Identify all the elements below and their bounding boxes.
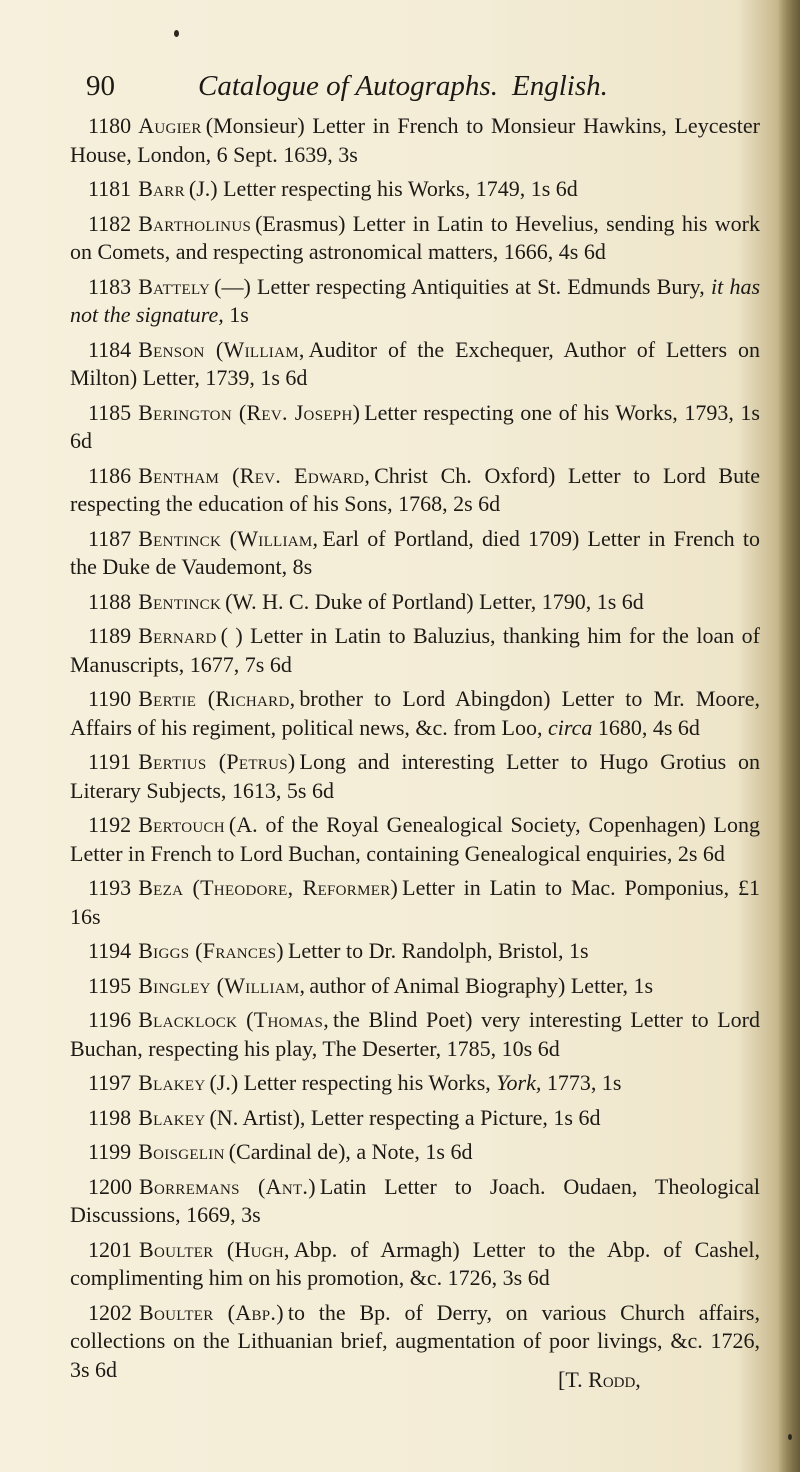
entry-number: 1196: [88, 1007, 132, 1032]
entry-name: Berington (Rev. Joseph): [138, 399, 361, 425]
entry-number: 1181: [88, 176, 132, 201]
entry-description-text: (J.) Letter respecting his Works, 1749, 1s 6d: [188, 176, 578, 201]
entry-name: Blacklock (Thomas,: [138, 1007, 329, 1032]
entry-description-text: (Erasmus) Letter in Latin to Hevelius, sending his work on Comets, and respecting astronomical matters, 1666, 4s 6d: [70, 210, 760, 264]
entry-description-text: to the Bp. of Derry, on various Church affairs, collections on the Lithuanian brief, augmentation of poor livings, &c. 1726, 3s 6d: [70, 1299, 760, 1382]
entry-description-text: the Blind Poet) very interesting Letter to Lord Buchan, respecting his play, The Deserter, 1785, 10s 6d: [70, 1007, 760, 1061]
entry-description-text: Latin Letter to Joach. Oudaen, Theological Discussions, 1669, 3s: [70, 1173, 760, 1227]
catchword-prefix: [T.: [558, 1367, 583, 1392]
catalogue-entry: [70, 462, 760, 519]
catalogue-entry: [70, 175, 760, 204]
entry-description-text: Letter to Dr. Randolph, Bristol, 1s: [287, 938, 589, 963]
entry-description-italic: York,: [496, 1070, 542, 1095]
entry-description-text: (N. Artist), Letter respecting a Picture, 1s 6d: [209, 1104, 601, 1130]
entry-description: [225, 589, 644, 614]
catalogue-entry: [70, 525, 760, 582]
entry-description-text: (J.) Letter respecting his Works,: [209, 1070, 491, 1095]
catalogue-entry: [70, 811, 760, 868]
entry-name: Bentham (Rev. Edward,: [138, 462, 371, 488]
entry-description-tail: 1773, 1s: [546, 1070, 622, 1095]
entry-description-text: (Monsieur) Letter in French to Monsieur Hawkins, Leycester House, London, 6 Sept. 1639, 3s: [70, 113, 760, 167]
entry-name: Blakey: [138, 1104, 206, 1130]
entry-number: 1186: [88, 462, 132, 488]
catalogue-entry: [70, 1236, 760, 1293]
catalogue-entry: [70, 273, 760, 330]
entry-number: 1191: [88, 749, 132, 774]
catalogue-entry: [70, 1069, 760, 1098]
entry-description-text: (A. of the Royal Genealogical Society, Copenhagen) Long Letter in French to Lord Buchan, containing Genealogical enquiries, 2s 6d: [70, 812, 760, 866]
entry-description-text: Christ Ch. Oxford) Letter to Lord Bute respecting the education of his Sons, 1768, 2s 6d: [70, 462, 760, 516]
page-number: 90: [86, 70, 115, 102]
entry-description-tail: 1s: [229, 302, 249, 327]
entry-description-text: Abp. of Armagh) Letter to the Abp. of Cashel, complimenting him on his promotion, &c. 1726, 3s 6d: [70, 1236, 760, 1290]
entry-number: 1185: [88, 399, 132, 425]
entry-number: 1202: [88, 1299, 132, 1325]
entry-description-text: Auditor of the Exchequer, Author of Letters on Milton) Letter, 1739, 1s 6d: [70, 336, 760, 390]
catalogue-entry: [70, 1173, 760, 1230]
catalogue-entry: [70, 622, 760, 679]
entry-description-text: Earl of Portland, died 1709) Letter in French to the Duke de Vaudemont, 8s: [70, 525, 760, 579]
entry-description-text: Long and interesting Letter to Hugo Grotius on Literary Subjects, 1613, 5s 6d: [70, 749, 760, 803]
entry-number: 1200: [88, 1173, 132, 1199]
entry-description-italic: circa: [547, 714, 593, 740]
entry-description: [189, 176, 578, 201]
catalogue-entry: [70, 1299, 760, 1385]
catalogue-entry: [70, 399, 760, 456]
entry-name: Boisgelin: [138, 1139, 225, 1164]
entry-number: 1192: [88, 812, 132, 837]
entry-name: Bertie (Richard,: [138, 686, 296, 711]
entry-number: 1187: [88, 525, 132, 551]
entry-description-text: brother to Lord Abingdon) Letter to Mr. Moore, Affairs of his regiment, political news, &c. from Loo,: [70, 686, 760, 740]
entry-number: 1190: [88, 686, 132, 711]
entry-name: Borremans (Ant.): [139, 1173, 316, 1199]
entry-name: Boulter (Hugh,: [139, 1236, 290, 1262]
entry-number: 1182: [88, 210, 132, 236]
catchword: [558, 1366, 641, 1394]
entry-number: 1198: [88, 1104, 132, 1130]
entry-description: [209, 1105, 600, 1130]
entry-description-tail: 1680, 4s 6d: [597, 714, 700, 740]
entry-name: Bingley (William,: [138, 972, 306, 998]
entry-name: Boulter (Abp.): [139, 1299, 284, 1325]
page-title: Catalogue of Autographs.: [198, 70, 498, 102]
catalogue-entry: [70, 588, 760, 617]
entry-description: [229, 1139, 473, 1164]
entry-description: [309, 973, 653, 998]
entry-name: Bertius (Petrus): [138, 749, 296, 774]
page-edge-shadow: [778, 0, 800, 1472]
catalogue-entry: [70, 1006, 760, 1063]
entry-description-text: Letter respecting one of his Works, 1793, 1s 6d: [70, 399, 760, 453]
entry-name: Biggs (Frances): [138, 938, 284, 963]
entry-description-text: ( ) Letter in Latin to Baluzius, thanking him for the loan of Manuscripts, 1677, 7s 6d: [70, 623, 760, 677]
catalogue-entry: [70, 210, 760, 267]
entry-description: [288, 938, 589, 963]
catalogue-entry: [70, 685, 760, 742]
entry-number: 1193: [88, 875, 132, 900]
entry-description: [209, 1070, 621, 1095]
entry-name: Bentinck (William,: [138, 525, 319, 551]
page-section: English.: [512, 70, 608, 102]
entry-name: Barr: [138, 176, 185, 201]
entry-number: 1194: [88, 938, 132, 963]
catalogue-entry: [70, 748, 760, 805]
entry-number: 1197: [88, 1070, 132, 1095]
entry-description-italic: it has not the signature,: [70, 273, 761, 327]
catalogue-entry: [70, 972, 760, 1001]
entry-name: Battely: [138, 273, 211, 299]
entry-name: Bertouch: [138, 812, 225, 837]
entry-description-text: (Cardinal de), a Note, 1s 6d: [228, 1139, 473, 1164]
catalogue-entry: [70, 1138, 760, 1167]
entry-number: 1180: [88, 113, 132, 138]
entry-number: 1189: [88, 623, 132, 648]
entry-name: Bernard: [138, 623, 217, 648]
catalogue-entry: [70, 112, 760, 169]
entry-name: Beza (Theodore, Reformer): [138, 875, 399, 900]
entry-number: 1199: [88, 1139, 132, 1164]
entry-name: Blakey: [138, 1070, 206, 1095]
catalogue-entry: [70, 937, 760, 966]
entry-description-text: (—) Letter respecting Antiquities at St. Edmunds Bury,: [214, 273, 705, 299]
entry-description-text: (W. H. C. Duke of Portland) Letter, 1790, 1s 6d: [225, 588, 644, 614]
entry-number: 1195: [88, 972, 132, 998]
entry-description-text: author of Animal Biography) Letter, 1s: [309, 972, 654, 998]
running-header: [86, 66, 766, 106]
entry-number: 1184: [88, 336, 132, 362]
ink-speck: [174, 30, 179, 37]
catalogue-entry: [70, 874, 760, 931]
entry-name: Augier: [138, 113, 202, 138]
catchword-name: Rodd,: [588, 1367, 641, 1392]
entry-list: [70, 112, 760, 1390]
entry-number: 1183: [88, 273, 132, 299]
catalogue-entry: [70, 336, 760, 393]
catalogue-entry: [70, 1104, 760, 1133]
ink-speck: [788, 1434, 792, 1440]
entry-name: Bentinck: [138, 588, 222, 614]
entry-number: 1201: [88, 1236, 132, 1262]
entry-name: Benson (William,: [138, 336, 305, 362]
entry-description-text: Letter in Latin to Mac. Pomponius, £1 16s: [70, 875, 760, 929]
entry-number: 1188: [88, 588, 132, 614]
entry-name: Bartholinus: [138, 210, 252, 236]
